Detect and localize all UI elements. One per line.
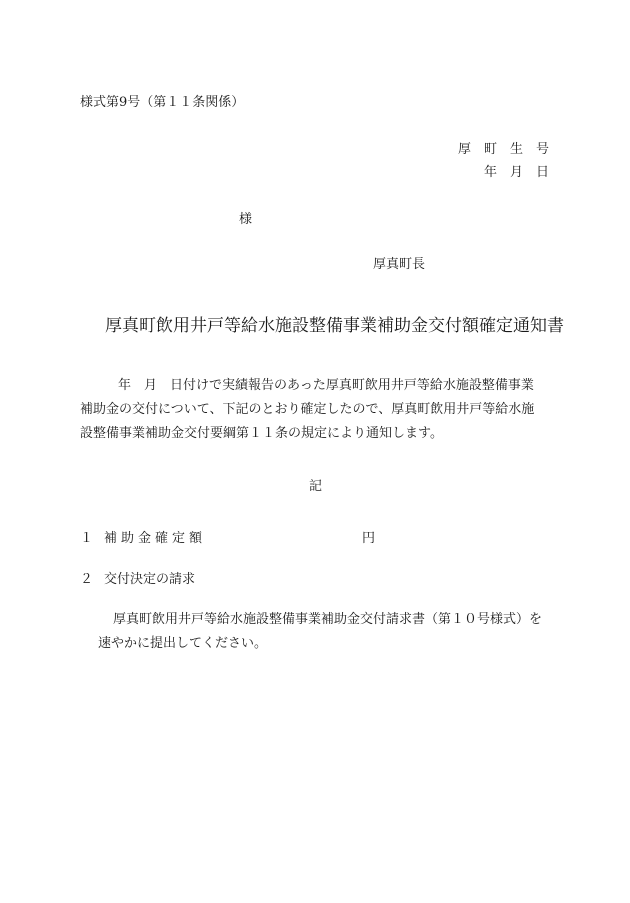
- item-text-line-2: 速やかに提出してください。: [98, 636, 268, 651]
- body-line-3: 設整備事業補助金交付要綱第１１条の規定により通知します。: [80, 426, 443, 441]
- item-text-line-1: 厚真町飲用井戸等給水施設整備事業補助金交付請求書（第１０号様式）を: [113, 612, 543, 627]
- document-number: 厚町生号: [458, 142, 563, 157]
- ki-heading: 記: [309, 479, 323, 494]
- amount-unit: 円: [362, 531, 376, 546]
- addressee-suffix: 様: [239, 212, 253, 227]
- body-line-1: 年 月 日付けで実績報告のあった厚真町飲用井戸等給水施設整備事業: [118, 378, 534, 393]
- form-label: 様式第9号（第１１条関係）: [80, 95, 245, 110]
- body-line-2: 補助金の交付について、下記のとおり確定したので、厚真町飲用井戸等給水施: [80, 402, 535, 417]
- issue-date: 年月日: [484, 165, 563, 180]
- item-label: 交付決定の請求: [104, 572, 196, 587]
- item-number: ２: [80, 572, 94, 587]
- item-label: 補助金確定額: [104, 531, 207, 546]
- document-title: 厚真町飲用井戸等給水施設整備事業補助金交付額確定通知書: [105, 316, 564, 336]
- item-number: １: [80, 531, 94, 546]
- sender: 厚真町長: [373, 257, 426, 272]
